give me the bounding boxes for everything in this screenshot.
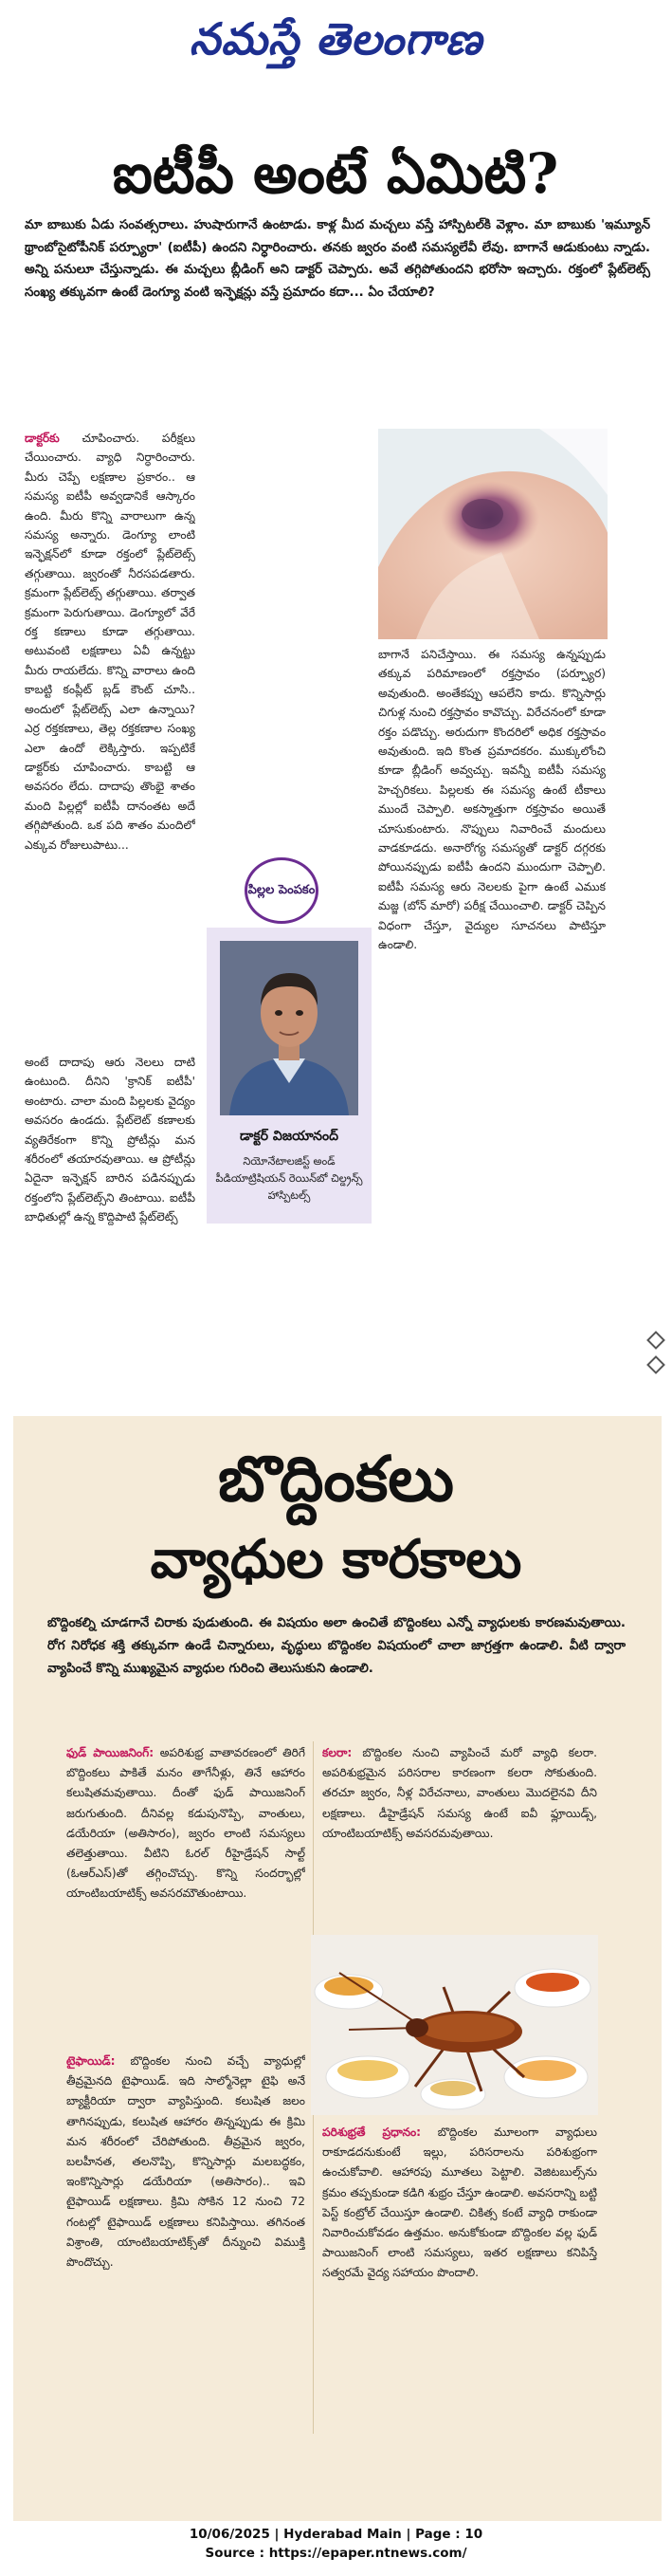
page-footer-source: Source : https://epaper.ntnews.com/ <box>205 2546 467 2561</box>
diamond-marker-icon <box>646 1355 665 1374</box>
column-text: చూపించారు. పరీక్షలు చేయించారు. వ్యాధి నిర్ధారించారు. మీరు చెప్పే లక్షణాల ప్రకారం.. ఆ సమస్య ఐటీపీ అవ్వడానికే ఆస్కారం ఉంది. మీరు కొన్ని వారాలుగా ఉన్న సమస్య అన్నారు. డెంగ్యూ లాంటి ఇన్ఫెక్షన్‌లో కూడా రక్తంలో ప్లేట్‌లెట్స్ తగ్గుతాయి. జ్వరంతో నీరసపడతారు. క్రమంగా ప్లేట్‌లెట్స్ తగ్గుతాయి. తర్వాత క్రమంగా పెరుగుతాయి. డెంగ్యూలో వేరే రక్త కణాలు కూడా తగ్గుతాయి. అటువంటి లక్షణాలు ఏవీ ఉన్నట్టు మీరు రాయలేదు. కొన్ని వారాలు ఉంది కాబట్టి కంప్లీట్ బ్లడ్ కౌంట్ చూసి.. అందులో ప్లేట్‌లెట్స్ ఎలా ఉన్నాయి? ఎర్ర రక్తకణాలు, తెల్ల రక్తకణాల సంఖ్య ఎలా ఉందో లెక్కిస్తారు. ఇప్పటికే డాక్టర్‌కు చూపించారు. కాబట్టి ఆ అవసరం లేదు. దాదాపు తొంభై శాతం మంది పిల్లల్లో ఐటీపీ దానంతట అదే తగ్గిపోతుంది. ఒక పది శాతం మందిలో ఎక్కువ రోజులుపాటు... <box>25 432 195 852</box>
cockroach-food-photo <box>311 1935 598 2115</box>
doctor-portrait <box>220 941 358 1115</box>
section-text: బొద్దింకల మూలంగా వ్యాధులు రాకూడదనుకుంటే ఇల్లు, పరిసరాలను పరిశుభ్రంగా ఉంచుకోవాలి. ఆహారపు మూతలు పెట్టాలి. వెజిటబుల్స్‌ను క్రమం తప్పకుండా కడిగి శుభ్రం చేస్తూ ఉండాలి. అవసరాన్ని బట్టి పెస్ట్ కంట్రోల్ చేయిస్తూ ఉండాలి. చికిత్స కంటే వ్యాధి రాకుండా నివారించుకోవడం ఉత్తమం. అనుకోకుండా బొద్దింకల వల్ల ఫుడ్ పాయిజనింగ్ లాంటి సమస్యలు, ఇతర లక్షణాలు కనిపిస్తే సత్వరమే వైద్య సహాయం పొందాలి. <box>322 2125 597 2280</box>
doctor-designation: నియోనేటాలజిస్ట్ అండ్ పీడియాట్రిషియన్ రెయిన్‌బో చిల్డ్రన్స్ హాస్పిటల్స్ <box>215 1155 363 1202</box>
section-lead: ఫుడ్ పాయిజనింగ్: <box>66 1746 154 1759</box>
article-headline-cockroach-line2: వ్యాధుల కారకాలు <box>150 1528 522 1591</box>
section-typhoid <box>66 2052 305 2421</box>
doctor-profile-card <box>207 928 372 1224</box>
section-text: బొద్దింకల నుంచి వ్యాపించే మరో వ్యాధి కలరా. అపరిశుభ్రమైన పరిసరాల కారణంగా కలరా సోకుతుంది. తరచూ జ్వరం, నీళ్ల విరేచనాలు, వాంతులు మొదలైనవి దీని లక్షణాలు. డీహైడ్రేషన్ సమస్య ఉంటే ఐవీ ఫ్లూయిడ్స్, యాంటిబయాటిక్స్ అవసరమవుతాయి. <box>322 1746 597 1840</box>
cockroach-illustration <box>311 1935 598 2115</box>
section-text: బొద్దింకల నుంచి వచ్చే వ్యాధుల్లో తీవ్రమైనది టైఫాయిడ్. ఇది సాల్మోనెల్లా టైఫి అనే బ్యాక్టీరియా ద్వారా వ్యాపిస్తుంది. కలుషిత జలం తాగినప్పుడు, కలుషిత ఆహారం తిన్నప్పుడు ఈ క్రిమి మన శరీరంలో చేరిపోతుంది. తీవ్రమైన జ్వరం, బలహీనత, తలనొప్పి, కొన్నిసార్లు మలబద్ధకం, ఇంకొన్నిసార్లు డయేరియా (అతిసారం).. ఇవి టైఫాయిడ్ లక్షణాలు. క్రిమి సోకిన 12 నుంచి 72 గంటల్లో టైఫాయిడ్ లక్షణాలు కనిపిస్తాయి. తగినంత విశ్రాంతి, యాంటిబయాటిక్స్‌తో దీన్నుంచి విముక్తి పొందొచ్చు. <box>66 2054 305 2270</box>
column-lead-word: డాక్టర్‌కు <box>25 432 60 445</box>
article-column-left-b: అంటే దాదాపు ఆరు నెలలు దాటి ఉంటుంది. దీనిని 'క్రానిక్ ఐటీపీ' అంటారు. చాలా మంది పిల్లలకు వైద్యం అవసరం ఉండదు. ప్లేట్‌లెట్ కణాలకు వ్యతిరేకంగా కొన్ని ప్రోటీన్లు మన శరీరంలో తయారవుతాయి. ఆ ప్రోటీన్లు ఏదైనా ఇన్ఫెక్షన్ బారిన పడినప్పుడు రక్తంలోని ప్లేట్‌లెట్స్‌ని తింటాయి. ఐటీపీ బాధితుల్లో ఉన్న కొద్దిపాటి ప్లేట్‌లెట్స్ <box>25 1056 195 1224</box>
section-text: అపరిశుభ్ర వాతావరణంలో తిరిగే బొద్దింకలు పాకితే మనం తాగేనీళ్లు, తినే ఆహారం కలుషితమవుతాయి. దీంతో ఫుడ్ పాయిజనింగ్ జరుగుతుంది. దీనివల్ల కడుపునొప్పి, వాంతులు, డయేరియా (అతిసారం), జ్వరం లాంటి సమస్యలు తలెత్తుతాయి. వీటిని ఓరల్ రీహైడ్రేషన్ సాల్ట్ (ఓఆర్‌ఎస్)తో తగ్గించొచ్చు. కొన్ని సందర్భాల్లో యాంటిబయాటిక్స్ అవసరమౌతుంటాయి. <box>66 1746 305 1901</box>
section-food-poisoning <box>66 1743 305 2037</box>
parenting-column-badge: పిల్లల పెంపకం <box>245 857 318 924</box>
article-headline-cockroach-line1: బొద్దింకలు <box>218 1442 454 1516</box>
section-cleanliness <box>322 2123 597 2436</box>
section-cholera <box>322 1743 597 1933</box>
article-intro-cockroach: బొద్దింకల్ని చూడగానే చిరాకు పుడుతుంది. ఈ విషయం అలా ఉంచితే బొద్దింకలు ఎన్నో వ్యాధులకు కారణమవుతాయి. రోగ నిరోధక శక్తి తక్కువగా ఉండే చిన్నారులు, వృద్ధులు బొద్దింకల విషయంలో చాలా జాగ్రత్తగా ఉండాలి. వీటి ద్వారా వ్యాపించే కొన్ని ముఖ్యమైన వ్యాధుల గురించి తెలుసుకుని ఉండాలి. <box>47 1616 626 1676</box>
bruised-knee-illustration <box>378 429 608 639</box>
section-lead: కలరా: <box>322 1746 353 1759</box>
diamond-marker-icon <box>646 1331 665 1350</box>
article-intro-itp: మా బాబుకు ఏడు సంవత్సరాలు. హుషారుగానే ఉంటాడు. కాళ్ల మీద మచ్చలు వస్తే హాస్పిటల్‌కి వెళ్లాం. మా బాబుకు 'ఇమ్యూన్ థ్రాంబోసైటోపీనిక్ పర్ప్యూరా' (ఐటీపీ) ఉందని నిర్ధారించారు. తనకు జ్వరం వంటి సమస్యలేవీ లేవు. బాగానే ఆడుకుంటు న్నాడు. అన్ని పనులూ చేస్తున్నాడు. ఈ మచ్చలు బ్లీడింగ్ అని డాక్టర్ చెప్పారు. అవే తగ్గిపోతుందని భరోసా ఇచ్చారు. రక్తంలో ప్లేట్‌లెట్స్ సంఖ్య తక్కువగా ఉంటే డెంగ్యూ వంటి ఇన్ఫెక్షన్లు వస్తే ప్రమాదం కదా... ఏం చేయాలి? <box>25 218 650 300</box>
doctor-name: డాక్టర్ విజయానంద్ <box>240 1129 338 1144</box>
doctor-portrait-illustration <box>220 941 358 1115</box>
page-edge-markers <box>645 1328 667 1385</box>
article-headline-itp: ఐటీపీ అంటే ఏమిటి? <box>112 141 559 206</box>
article-column-right: బాగానే పనిచేస్తాయి. ఈ సమస్య ఉన్నప్పుడు తక్కువ పరిమాణంలో రక్తస్రావం (పర్ప్యూర) అవుతుంది. అంతేకప్పు ఆపలేని కాదు. కొన్నిసార్లు చిగుళ్ల నుంచి రక్తస్రావం కావొచ్చు. విరేచనంలో కూడా రక్తం పడొచ్చు. అరుదుగా కొందరిలో అధిక రక్తస్రావం అవుతుంది. ఇది కొంత ప్రమాదకరం. ముక్కులోంచి కూడా బ్లీడింగ్ అవ్వచ్చు. ఇవన్నీ ఐటీపీ సమస్య హెచ్చరికలు. పిల్లలకు ఈ సమస్య ఉంటే టీకాలు ముందే చెప్పాలి. అకస్మాత్తుగా రక్తస్రావం అయితే చూసుకుంటారు. నొప్పులు నివారించే మందులు వాడకూడదు. అనారోగ్య సమస్యతో డాక్టర్ దగ్గరకు పోయినప్పుడు ఐటీపీ ఉందని ముందుగా చెప్పాలి. ఐటీపీ సమస్య ఆరు నెలలకు పైగా ఉంటే ఎముక మజ్జ (బోన్ మారో) పరీక్ష చేయించాలి. డాక్టర్ చెప్పిన విధంగా చేస్తూ, వైద్యుల సూచనలు పాటిస్తూ ఉండాలి. <box>378 648 606 952</box>
section-lead: పరిశుభ్రతే ప్రధానం: <box>322 2125 422 2139</box>
section-lead: టైఫాయిడ్: <box>66 2054 116 2068</box>
bruised-knee-photo <box>378 429 608 639</box>
newspaper-masthead: నమస్తే తెలంగాణ <box>189 13 483 64</box>
page-footer-date: 10/06/2025 | Hyderabad Main | Page : 10 <box>189 2527 483 2542</box>
article-column-left-a <box>25 429 195 1050</box>
